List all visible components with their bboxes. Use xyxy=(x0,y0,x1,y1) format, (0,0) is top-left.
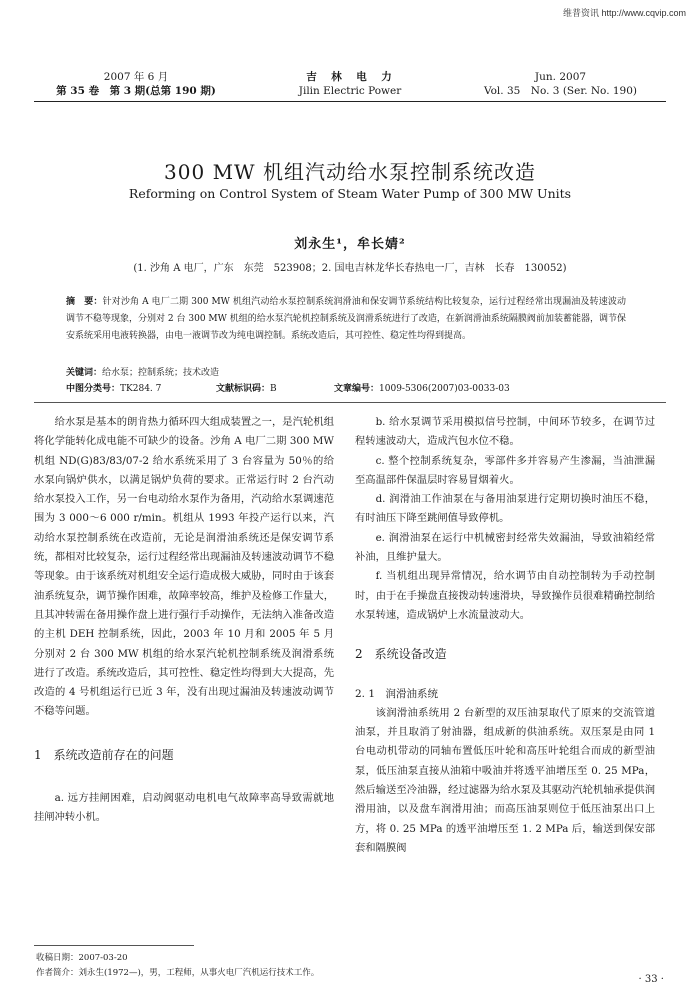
classification-label: 中图分类号： xyxy=(66,384,121,394)
watermark: 维普资讯 http://www.cqvip.com xyxy=(562,8,686,18)
header-journal xyxy=(250,70,450,98)
author-bio: 作者简介：刘永生(1972—)，男，工程师，从事火电厂汽机运行技术工作。 xyxy=(36,968,320,978)
abstract-text: 针对沙角 A 电厂二期 300 MW 机组汽动给水泵控制系统润滑油和保安调节系统结构比较复杂，运行过程经常出现漏油及转速波动调节不稳等现象，分别对 2 台 300 MW 机组的给水泵汽轮机控制系统及润滑系统进行了改造，在新润滑油系统隔膜阀前加装蓄能器，调节保安系统采用电液转换器，由电一液调节改为纯电调控制。系统改造后，其可控性、稳定性均得到提高。 xyxy=(66,297,626,341)
item-d: d. 润滑油工作油泵在与备用油泵进行定期切换时油压不稳，有时油压下降至跳闸值导致停机。 xyxy=(355,493,655,525)
paper-title-en: Reforming on Control System of Steam Water Pump of 300 MW Units xyxy=(128,186,572,201)
article-number xyxy=(334,381,510,394)
paper-title-cn: 300 MW 机组汽动给水泵控制系统改造 xyxy=(164,160,536,184)
journal-name-en: Jilin Electric Power xyxy=(298,85,402,97)
header-right xyxy=(448,70,673,98)
header-rule xyxy=(34,101,666,102)
keywords-text: 给水泵；控制系统；技术改造 xyxy=(102,368,220,378)
keywords xyxy=(66,365,626,378)
article-meta xyxy=(66,381,646,394)
right-column xyxy=(355,413,655,858)
item-e: e. 润滑油泵在运行中机械密封经常失效漏油，导致油箱经常补油，且维护量大。 xyxy=(355,531,655,564)
authors: 刘永生¹，牟长婧² xyxy=(294,237,406,252)
section-1-title: 1 系统改造前存在的问题 xyxy=(34,747,174,762)
item-b: b. 给水泵调节采用模拟信号控制，中间环节较多，在调节过程转速波动大，造成汽包水位不稳。 xyxy=(355,416,655,448)
keywords-label: 关键词： xyxy=(66,368,103,378)
classification xyxy=(66,381,216,394)
received-date: 收稿日期：2007-03-20 xyxy=(36,953,128,963)
section-2-title: 2 系统设备改造 xyxy=(355,647,447,662)
abstract xyxy=(66,294,626,345)
page-number: · 33 · xyxy=(638,974,664,985)
header-left xyxy=(36,70,236,98)
intro-paragraph: 给水泵是基本的朗肯热力循环四大组成装置之一，是汽轮机组将化学能转化成电能不可缺少的设备。沙角 A 电厂二期 300 MW 机组 ND(G)83/83/07-2 给水系统采用了 3 台容量为 50％的给水泵向锅炉供水，以满足锅炉负荷的要求。正常运行时 2 台汽动给水泵投入工作，另一台电动给水泵作为备用，汽动给水泵调速范围为 3 000～6 000 r/min。机组从 1993 年投产运行以来，汽动给水泵控制系统在改造前，无论是润滑油系统还是保安调节系统，都相对比较复杂，运行过程经常出现漏油及转速波动调节不稳等现象。由于该系统对机组安全运行造成极大威胁，同时由于该套油系统复杂，调节操作困难，故障率较高，维护及检修工作量大，且其冲转需在备用操作盘上进行强行手动操作，无法纳入准备改造的主机 DEH 控制系统，因此，2003 年 10 月和 2005 年 5 月分别对 2 台 300 MW 机组的给水泵汽轮机控制系统及润滑系统进行了改造。系统改造后，其可控性、稳定性均得到大大提高，先改造的 4 号机组运行已近 3 年，没有出现过漏油及转速波动调节不稳等问题。 xyxy=(34,416,334,718)
footnote-rule xyxy=(34,945,194,946)
doc-code xyxy=(216,381,334,394)
header-volume-en: Vol. 35 No. 3 (Ser. No. 190) xyxy=(483,85,638,97)
classification-value: TK284. 7 xyxy=(120,384,162,394)
item-f: f. 当机组出现异常情况，给水调节由自动控制转为手动控制时，由于在手操盘直接拨动转速滑块，导致操作员很难精确控制给水泵转速，造成锅炉上水流量波动大。 xyxy=(355,570,655,621)
header-volume: 第 35 卷 第 3 期(总第 190 期) xyxy=(56,85,216,97)
subsection-2-1-title: 2. 1 润滑油系统 xyxy=(355,687,439,700)
affiliation: (1. 沙角 A 电厂，广东 东莞 523908；2. 国电吉林龙华长春热电一厂，吉林 长春 130052) xyxy=(133,263,567,274)
item-c: c. 整个控制系统复杂，零部件多并容易产生渗漏，当油泄漏至高温部件保温层时容易冒烟着火。 xyxy=(355,454,655,486)
left-column xyxy=(34,413,334,828)
header-date-en: Jun. 2007 xyxy=(534,71,587,83)
journal-name-cn: 吉 林 电 力 xyxy=(306,71,394,83)
abstract-label: 摘 要： xyxy=(66,297,103,307)
subsection-2-1-text: 该润滑油系统用 2 台新型的双压油泵取代了原来的交流管道油泵，并且取消了射油器，组成新的供油系统。双压泵是由同 1 台电动机带动的同轴布置低压叶轮和高压叶轮组合而成的新型油泵，低压油泵直接从油箱中吸油并将透平油增压至 0. 25 MPa，然后输送至冷油器，经过滤器为给水泵及其驱动汽轮机轴承提供润滑用油，以及盘车润滑用油；而高压油泵则位于低压油泵出口上方，将 0. 25 MPa 的透平油增压至 1. 2 MPa 后，输送到保安部套和隔膜阀 xyxy=(355,706,655,854)
item-a: a. 远方挂闸困难，启动阀驱动电机电气故障率高导致需就地挂闸冲转小机。 xyxy=(34,792,334,824)
meta-rule xyxy=(34,402,666,403)
doc-code-label: 文献标识码： xyxy=(216,384,271,394)
article-number-value: 1009-5306(2007)03-0033-03 xyxy=(379,384,510,394)
doc-code-value: B xyxy=(270,384,277,394)
article-number-label: 文章编号： xyxy=(334,384,380,394)
header-date: 2007 年 6 月 xyxy=(103,71,169,83)
